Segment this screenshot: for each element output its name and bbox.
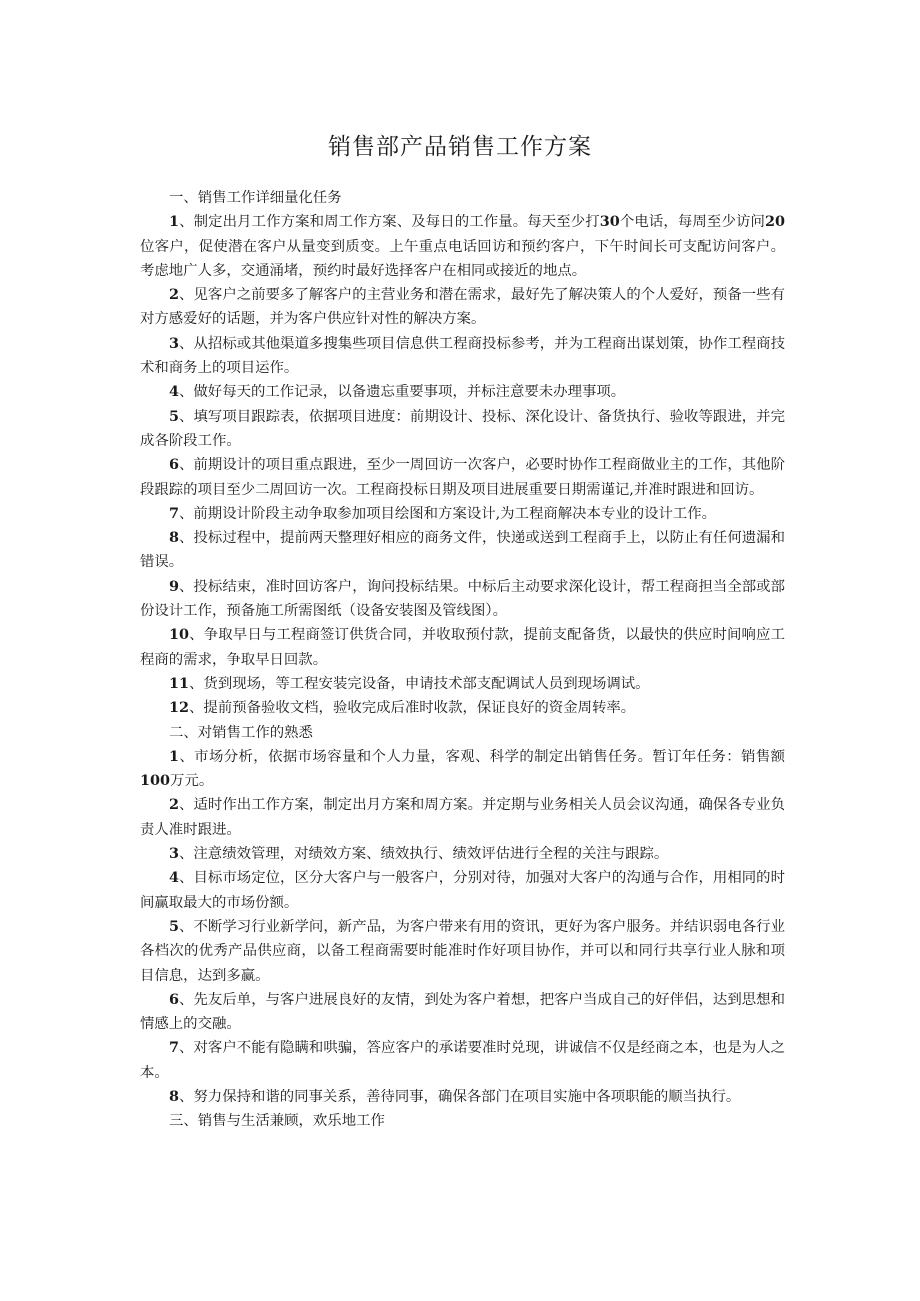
item-text: 、前期设计阶段主动争取参加项目绘图和方案设计,为工程商解决本专业的设计工作。	[179, 505, 717, 522]
item-number: 3	[169, 334, 180, 352]
item-text: 、货到现场，等工程安装完设备，申请技术部支配调试人员到现场调试。	[189, 675, 650, 692]
list-item	[140, 866, 785, 915]
item-number: 1	[169, 747, 180, 765]
item-number: 2	[169, 286, 180, 304]
list-item	[140, 745, 785, 794]
item-text: 、填写项目跟踪表，依据项目进度：前期设计、投标、深化设计、备货执行、验收等跟进，并完成各阶段工作。	[140, 408, 785, 449]
item-number: 9	[169, 577, 180, 595]
item-text: 、提前预备验收文档，验收完成后准时收款，保证良好的资金周转率。	[189, 700, 636, 717]
list-item	[140, 623, 785, 672]
item-text: 、投标过程中，提前两天整理好相应的商务文件，快递或送到工程商手上，以防止有任何遗漏和错误。	[140, 530, 785, 571]
document-body	[140, 186, 785, 1134]
list-item	[140, 1036, 785, 1085]
item-number: 4	[169, 383, 180, 401]
list-item	[140, 283, 785, 332]
list-item	[140, 988, 785, 1037]
item-text: 个电话，每周至少访问	[619, 214, 765, 231]
list-item	[140, 502, 785, 526]
item-text: 、从招标或其他渠道多搜集些项目信息供工程商投标参考，并为工程商出谋划策，协作工程商技术和商务上的项目运作。	[140, 335, 785, 377]
item-text: 、对客户不能有隐瞒和哄骗，答应客户的承诺要准时兑现，讲诚信不仅是经商之本，也是为人之本。	[140, 1040, 785, 1081]
item-text: 、努力保持和谐的同事关系，善待同事，确保各部门在项目实施中各项职能的顺当执行。	[179, 1088, 741, 1105]
item-text: 、市场分析，依据市场容量和个人力量，客观、科学的制定出销售任务。暂订年任务：销售额	[179, 748, 785, 765]
item-number: 6	[169, 990, 180, 1008]
item-figure: 30	[599, 213, 620, 231]
item-text: 、先友后单，与客户进展良好的友情，到处为客户着想，把客户当成自己的好伴侣，达到思想和情感上的交融。	[140, 991, 785, 1033]
item-text: 、制定出月工作方案和周工作方案、及每日的工作量。每天至少打	[179, 214, 600, 231]
item-text: 、不断学习行业新学问，新产品，为客户带来有用的资讯，更好为客户服务。并结识弱电各行业各档次的优秀产品供应商，以备工程商需要时能准时作好项目协作，并可以和同行共享行业人脉和项目信息，达到多赢。	[140, 918, 785, 984]
item-text: 万元。	[170, 773, 214, 790]
item-number: 11	[169, 674, 190, 692]
item-number: 8	[169, 529, 180, 547]
list-item	[140, 915, 785, 988]
list-item	[140, 842, 785, 866]
item-text: 、前期设计的项目重点跟进，至少一周回访一次客户，必要时协作工程商做业主的工作，其他阶段跟踪的项目至少二周回访一次。工程商投标日期及项目进展重要日期需谨记,并准时跟进和回访。	[140, 457, 785, 498]
list-item	[140, 696, 785, 720]
item-number: 7	[169, 1039, 180, 1057]
item-number: 4	[169, 869, 180, 887]
section-heading-3: 三、销售与生活兼顾，欢乐地工作	[169, 1113, 385, 1130]
list-item	[140, 526, 785, 575]
list-item	[140, 453, 785, 502]
list-item	[140, 210, 785, 283]
item-number: 1	[169, 213, 180, 231]
item-text: 、争取早日与工程商签订供货合同，并收取预付款，提前支配备货，以最快的供应时间响应工程商的需求，争取早日回款。	[140, 627, 785, 668]
list-item	[140, 380, 785, 404]
item-number: 5	[169, 917, 180, 935]
list-item	[140, 1085, 785, 1109]
section-heading-1: 一、销售工作详细量化任务	[169, 190, 342, 206]
item-text: 位客户，促使潜在客户从量变到质变。上午重点电话回访和预约客户，下午时间长可支配访问客户。考虑地广人多，交通涌堵，预约时最好选择客户在相同或接近的地点。	[140, 238, 785, 279]
item-text: 、注意绩效管理，对绩效方案、绩效执行、绩效评估进行全程的关注与跟踪。	[179, 846, 669, 863]
item-number: 10	[169, 626, 190, 644]
item-number: 2	[169, 796, 180, 814]
item-number: 7	[169, 504, 180, 522]
item-text: 、目标市场定位，区分大客户与一般客户，分别对待，加强对大客户的沟通与合作，用相同的时间赢取最大的市场份额。	[140, 870, 785, 911]
item-figure: 20	[764, 213, 785, 231]
item-number: 5	[169, 407, 180, 425]
item-text: 、适时作出工作方案，制定出月方案和周方案。并定期与业务相关人员会议沟通，确保各专业负责人准时跟进。	[140, 797, 785, 838]
item-text: 、投标结束，准时回访客户，询问投标结果。中标后主动要求深化设计，帮工程商担当全部或部份设计工作，预备施工所需图纸（设备安装图及管线图）。	[140, 578, 785, 620]
item-number: 3	[169, 845, 180, 863]
list-item	[140, 672, 785, 696]
item-text: 、做好每天的工作记录，以备遗忘重要事项，并标注意要未办理事项。	[179, 384, 626, 401]
list-item	[140, 793, 785, 842]
section-heading-2: 二、对销售工作的熟悉	[169, 724, 313, 741]
item-figure: 100	[140, 772, 171, 790]
list-item	[140, 405, 785, 454]
item-number: 8	[169, 1087, 180, 1105]
item-text: 、见客户之前要多了解客户的主营业务和潜在需求，最好先了解决策人的个人爱好，预备一些有对方感爱好的话题，并为客户供应针对性的解决方案。	[140, 287, 785, 328]
item-number: 6	[169, 456, 180, 474]
page-title: 销售部产品销售工作方案	[328, 134, 592, 160]
list-item	[140, 332, 785, 381]
list-item	[140, 575, 785, 624]
item-number: 12	[169, 699, 190, 717]
